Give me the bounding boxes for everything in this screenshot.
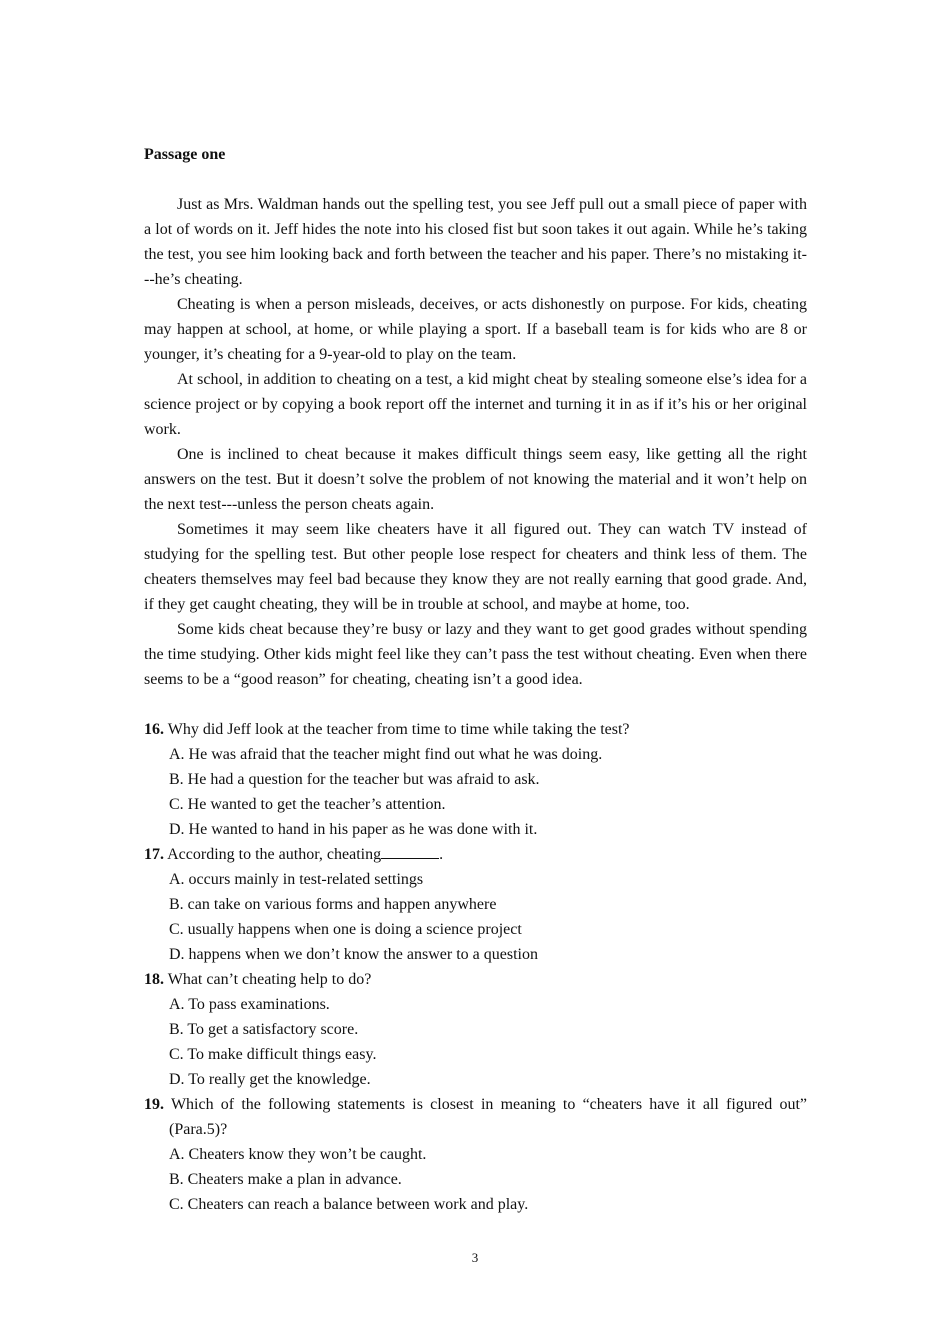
answer-option: A. To pass examinations.: [169, 996, 330, 1013]
passage-paragraph: At school, in addition to cheating on a test, a kid might cheat by stealing someone else’s idea for a science project or by copying a book report off the internet and turning it in as if it’s his or her original work.: [144, 371, 807, 438]
question-list: [144, 717, 807, 1217]
question-text: According to the author, cheating: [167, 846, 382, 863]
question-16: [144, 717, 807, 842]
passage-paragraph: One is inclined to cheat because it makes difficult things seem easy, like getting all the right answers on the test. But it doesn’t solve the problem of not knowing the material and it won’t help on the next test---unless the person cheats again.: [144, 446, 807, 513]
passage-paragraph: Cheating is when a person misleads, deceives, or acts dishonestly on purpose. For kids, cheating may happen at school, at home, or while playing a sport. If a baseball team is for kids who are 8 or younger, it’s cheating for a 9-year-old to play on the team.: [144, 296, 807, 363]
answer-option: C. He wanted to get the teacher’s attention.: [169, 796, 446, 813]
question-number: 16.: [144, 721, 164, 738]
answer-option: D. To really get the knowledge.: [169, 1071, 371, 1088]
question-number: 18.: [144, 971, 164, 988]
answer-option: B. can take on various forms and happen anywhere: [169, 896, 497, 913]
question-stem: [144, 717, 807, 742]
answer-option: C. usually happens when one is doing a science project: [169, 921, 522, 938]
passage-paragraph: Just as Mrs. Waldman hands out the spelling test, you see Jeff pull out a small piece of paper with a lot of words on it. Jeff hides the note into his closed fist but soon takes it out again. While he’s taking the test, you see him looking back and forth between the teacher and his paper. There’s no mistaking it---he’s cheating.: [144, 196, 807, 288]
question-number: 17.: [144, 846, 164, 863]
question-stem: [144, 842, 807, 867]
answer-option: B. He had a question for the teacher but was afraid to ask.: [169, 771, 540, 788]
page-number: 3: [471, 1250, 479, 1265]
question-stem: [144, 967, 807, 992]
answer-option: D. happens when we don’t know the answer to a question: [169, 946, 538, 963]
document-page: [144, 142, 807, 1217]
answer-option: A. He was afraid that the teacher might find out what he was doing.: [169, 746, 603, 763]
passage-title: Passage one: [144, 146, 226, 163]
answer-option: B. Cheaters make a plan in advance.: [169, 1171, 402, 1188]
answer-option: A. Cheaters know they won’t be caught.: [169, 1146, 427, 1163]
answer-option: A. occurs mainly in test-related settings: [169, 871, 424, 888]
answer-option: D. He wanted to hand in his paper as he was done with it.: [169, 821, 538, 838]
question-text: Which of the following statements is closest in meaning to “cheaters have it all figured out” (Para.5)?: [169, 1096, 808, 1138]
question-text: What can’t cheating help to do?: [167, 971, 372, 988]
answer-option: C. Cheaters can reach a balance between work and play.: [169, 1196, 529, 1213]
question-text: Why did Jeff look at the teacher from time to time while taking the test?: [167, 721, 630, 738]
answer-option: B. To get a satisfactory score.: [169, 1021, 359, 1038]
question-19: [144, 1092, 807, 1217]
answer-blank: [381, 843, 439, 859]
passage-paragraph: Sometimes it may seem like cheaters have it all figured out. They can watch TV instead of studying for the spelling test. But other people lose respect for cheaters and think less of them. The cheaters themselves may feel bad because they know they are not really earning that good grade. And, if they get caught cheating, they will be in trouble at school, and maybe at home, too.: [144, 521, 807, 613]
passage-body: [144, 192, 807, 692]
question-text-end: .: [439, 846, 444, 863]
question-18: [144, 967, 807, 1092]
question-17: [144, 842, 807, 967]
question-number: 19.: [144, 1096, 164, 1113]
passage-paragraph: Some kids cheat because they’re busy or lazy and they want to get good grades without spending the time studying. Other kids might feel like they can’t pass the test without cheating. Even when there seems to be a “good reason” for cheating, cheating isn’t a good idea.: [144, 621, 807, 688]
question-stem: [144, 1092, 807, 1142]
answer-option: C. To make difficult things easy.: [169, 1046, 377, 1063]
